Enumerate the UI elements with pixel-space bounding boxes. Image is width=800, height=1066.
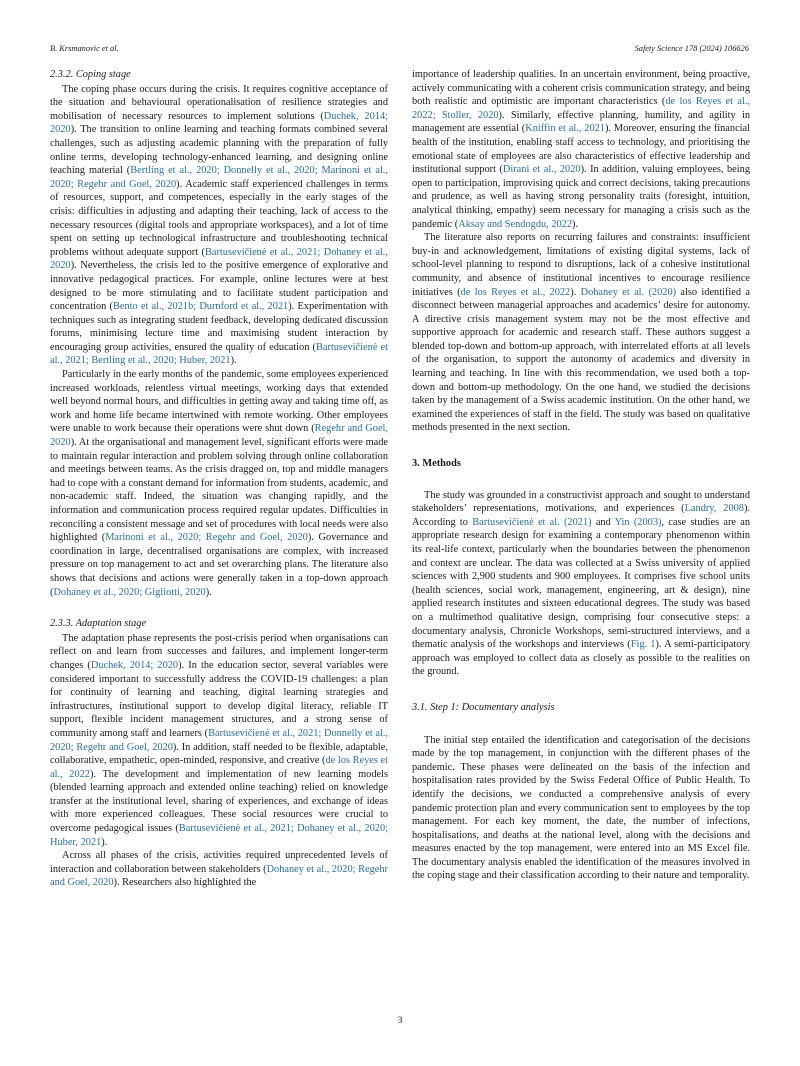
citation-link[interactable]: de los Reyes et al., 2022 (460, 286, 571, 298)
subsection-heading: 2.3.3. Adaptation stage (50, 618, 147, 630)
body-paragraph (50, 849, 388, 890)
text-run: ). (570, 286, 581, 298)
spacer (412, 435, 750, 457)
spacer (412, 679, 750, 701)
body-paragraph (50, 632, 388, 850)
text-run: ). At the organisational and management level, significant efforts were made to maintain regular interaction and problem solving through online collaboration and meetings between teams. As the crisis dragged on, top and middle managers had to cope with a constant demand for information from students, academic, and non-academic staff. Indeed, the situation was changing rapidly, and the information and communication process required regular updates. Difficulties in reconciling a consistent message and set of procedures with local needs were also highlighted ( (50, 437, 388, 544)
citation-link[interactable]: Bartusevičienė et al., 2021; Dohaney et al., 2020; Huber, 2021 (50, 823, 388, 848)
left-column (50, 68, 388, 890)
text-run: ). Governance and coordination in large, decentralised organisations are complex, with increased pressure on top management to act and set overarching plans. The literature also shows that decisions and actions were generally taken in a top-down approach ( (50, 532, 389, 598)
citation-link[interactable]: Aksay and Sendogdu, 2022 (458, 218, 573, 230)
text-run: ). A semi-participatory approach was employed to collect data as closely as possible to the realities on the ground. (412, 639, 750, 678)
text-run: The adaptation phase represents the post-crisis period when organisations can reflect on and learn from successes and failures, and implement longer-term changes ( (50, 632, 388, 671)
body-paragraph (412, 68, 750, 231)
text-run: ). (101, 836, 108, 848)
citation-link[interactable]: Bento et al., 2021b; Durnford et al., 2021 (112, 301, 289, 313)
text-run: ). Nevertheless, the crisis led to the positive emergence of explorative and innovative pedagogical practices. For example, online lectures were at best designed to be more stimulating and to facilitate student participation and concentration ( (50, 260, 388, 313)
citation-link[interactable]: Bartusevičienė et al., 2021; Bertling et al., 2020; Huber, 2021 (50, 341, 389, 367)
body-paragraph (412, 734, 750, 884)
text-run: The coping phase occurs during the crisis. It requires cognitive acceptance of the situation and behavioural operationalisation of resilience strategies and mobilisation of necessary resources to implement solutions ( (50, 83, 388, 122)
text-run: Across all phases of the crisis, activities required unprecedented levels of interaction and collaboration between stakeholders ( (50, 850, 388, 875)
citation-link[interactable]: Dohaney et al., 2020; Gigliotti, 2020 (53, 586, 206, 598)
text-run: The initial step entailed the identification and categorisation of the decisions made by the top management, in conjunction with the different phases of the pandemic. These phases were delineated on the basis of the infection and hospitalisation rates provided by the Swiss Federal Office of Public Health. To identify the decisions, we conducted a comprehensive analysis of every pandemic protection plan and every communication sent to employees by the top management. For each key moment, the date, the number of infections, hospitalisations, and deaths at the national level, along with the decisions and measures enacted by the top management, were entered into an MS Excel file. The documentary analysis enabled the identification of the measures involved in the coping stage and their classification according to their nature and temporality. (412, 734, 750, 882)
citation-link[interactable]: Dohaney et al., 2020; Regehr and Goel, 2020 (50, 863, 389, 889)
page-number: 3 (397, 1016, 403, 1026)
text-run: ). Moreover, ensuring the financial health of the institution, enabling staff access to technology, and prioritising the emotional state of employees are also characteristics of effective leadership and institutional support ( (412, 123, 750, 176)
citation-link[interactable]: Bertling et al., 2020; Donnelly et al., 2020; Marinoni et al., 2020; Regehr and Goel, 2020 (50, 165, 388, 190)
citation-link[interactable]: de los Reyes et al., 2022; Stoller, 2020 (412, 96, 751, 121)
spacer (50, 599, 388, 617)
right-column (412, 68, 750, 883)
section-heading: 3. Methods (412, 458, 461, 470)
citation-link[interactable]: Bartusevičienė et al., 2021; Donnelly et al., 2020; Regehr and Goel, 2020 (50, 727, 388, 753)
text-run: ). Similarly, effective planning, humility, and agility in management are essential ( (412, 109, 750, 135)
running-header-authors: B. Krsmanovic et al. (50, 44, 119, 53)
body-paragraph (50, 368, 388, 599)
citation-link[interactable]: Landry, 2008 (684, 503, 744, 515)
text-run: ). (572, 218, 579, 230)
text-run: ). The transition to online learning and teaching formats combined several challenges, such as adjusting academic planning with the preparation of fully online terms, developing technology-enhanced learning, and designing online teaching material ( (50, 124, 388, 177)
text-run: ). According to (412, 503, 750, 528)
citation-link[interactable]: Marinoni et al., 2020; Regehr and Goel, 2020 (105, 532, 308, 544)
text-run: ). Researchers also highlighted the (113, 877, 257, 889)
citation-link[interactable]: de los Reyes et al., 2022 (50, 755, 388, 780)
text-run: ). (205, 586, 212, 598)
citation-link[interactable]: Duchek, 2014; 2020 (50, 110, 388, 136)
citation-link[interactable]: Kniffin et al., 2021 (525, 123, 605, 135)
text-run: also identified a disconnect between managerial approaches and academics’ desire for autonomy. A directive crisis management system may not be the most effective and supportive approach for academic and research staff. These authors suggest a blended top-down and bottom-up approach, with interrelated efforts at all levels of the organisation, to support the autonomy of academics and diversity in learning and teaching. In line with this recommendation, we used both a top-down and bottom-up methodology. On the one hand, we studied the decisions taken by the management of a Swiss academic institution. On the other hand, we examined the experiences of staff in the field. The study was based on qualitative methods presented in the next section. (412, 286, 750, 434)
text-run: The literature also reports on recurring failures and constraints: insufficient buy-in and acknowledgement, limitations of existing digital systems, lack of school-level planning to respond to disruptions, lack of a cohesive institutional community, and absence of institutional incentives to encourage resilience initiatives ( (412, 232, 750, 298)
body-paragraph (412, 489, 750, 679)
body-paragraph (50, 83, 388, 368)
citation-link[interactable]: Yin (2003) (614, 516, 662, 528)
text-run: ). (230, 355, 237, 367)
text-run: importance of leadership qualities. In an uncertain environment, being proactive, actively communicating with a coherent crisis communication strategy, and being both realistic and optimistic are important characteristics ( (412, 69, 750, 108)
citation-link[interactable]: Bartusevičienė et al., 2021; Dohaney et al., 2020 (50, 246, 388, 272)
citation-link[interactable]: Regehr and Goel, 2020 (50, 423, 388, 449)
text-run: ). In addition, valuing employees, being open to participation, improvising quick and correct decisions, taking precautions and prudence, as well as having strong personality traits (foresight, intuition, analytical thinking, empathy) seem necessary for managing a crisis such as the pandemic ( (412, 164, 750, 230)
subsection-heading: 3.1. Step 1: Documentary analysis (412, 701, 555, 713)
spacer (412, 471, 750, 489)
text-run: ). Experimentation with techniques such as integrating student feedback, developing dedicated discussion forums, minimising lecture time and maximising student interaction by encouraging group activities, ensured the quality of education ( (50, 301, 389, 353)
text-run: , case studies are an appropriate research design for examining a contemporary phenomenon within its real-life context, particularly when the boundaries between the phenomenon and context are unclear. The data was collected at a Swiss university of applied sciences with 2,900 students and 900 employees. It comprises five school units (health sciences, social work, management, engineering, art & design), nine applied research institutes and sixteen educational degrees. The study was based on a multimethod qualitative design, comprising four consecutive steps: a documentary analysis, Chronicle Workshops, semi-structured interviews, and a thematic analysis of the workshops and interviews ( (412, 516, 751, 651)
subsection-heading: 2.3.2. Coping stage (50, 69, 131, 80)
text-run: Particularly in the early months of the pandemic, some employees experienced increased workloads, relentless virtual meetings, working days that extended well beyond normal hours, and difficulties in getting away and taking time off, as work and home life became intertwined with remote working. Other employees were unable to work because their operations were shut down ( (50, 369, 389, 435)
citation-link[interactable]: Dohaney et al. (2020) (580, 286, 677, 298)
running-header-journal: Safety Science 178 (2024) 106626 (634, 44, 749, 53)
body-paragraph (412, 231, 750, 435)
text-run: ). The development and implementation of new learning models (blended learning approach and extended online teaching) relied on knowledge transfer at the institutional level, sharing of experiences, and exchange of ideas with more experienced colleagues. These social resources were crucial to overcome pedagogical issues ( (50, 768, 388, 835)
citation-link[interactable]: Dirani et al., 2020 (502, 164, 581, 176)
citation-link[interactable]: Bartusevičienė et al. (2021) (472, 516, 592, 528)
text-run: ). Academic staff experienced challenges in terms of resources, support, and competences, especially in the early stages of the crisis: difficulties in adjusting and adapting their teaching, lack of access to the necessary resources (digital tools and appropriate workspaces), and a lot of time spent on setting up technological infrastructure and troubleshooting technical problems without adequate support ( (50, 178, 389, 258)
citation-link[interactable]: Duchek, 2014; 2020 (90, 659, 179, 671)
spacer (412, 716, 750, 734)
text-run: ). In the education sector, several variables were considered important to successfully address the COVID-19 challenges: a plan for continuity of learning and teaching, digital learning strategies and infrastructures, institutional support to develop digital literacy, reliable IT support, flexible incident management structures, and a strong sense of community among staff and learners ( (50, 659, 388, 739)
text-run: and (591, 516, 615, 528)
citation-link[interactable]: Fig. 1 (630, 639, 656, 651)
text-run: The study was grounded in a constructivist approach and sought to understand stakeholders’ representations, motivations, and experiences ( (412, 489, 750, 515)
text-run: ). In addition, staff needed to be flexible, adaptable, collaborative, empathetic, open-minded, responsive, and creative ( (50, 741, 388, 767)
